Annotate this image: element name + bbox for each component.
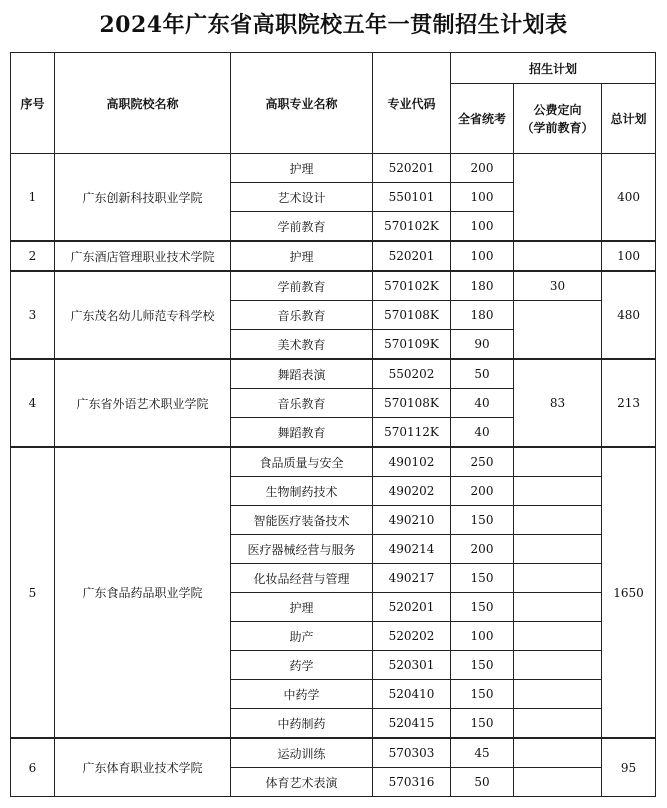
header-major: 高职专业名称 — [231, 53, 373, 154]
public-plan-cell: 30 — [514, 271, 602, 301]
seq-cell: 3 — [11, 271, 55, 359]
province-plan-cell: 150 — [451, 651, 514, 680]
major-name-cell: 护理 — [231, 241, 373, 271]
school-name-cell: 广东食品药品职业学院 — [55, 447, 231, 738]
major-name-cell: 舞蹈教育 — [231, 418, 373, 448]
province-plan-cell: 180 — [451, 301, 514, 330]
province-plan-cell: 100 — [451, 622, 514, 651]
province-plan-cell: 50 — [451, 359, 514, 389]
major-name-cell: 化妆品经营与管理 — [231, 564, 373, 593]
public-plan-cell — [514, 506, 602, 535]
header-seq: 序号 — [11, 53, 55, 154]
school-name-cell: 广东茂名幼儿师范专科学校 — [55, 271, 231, 359]
header-plan-group: 招生计划 — [451, 53, 656, 84]
province-plan-cell: 180 — [451, 271, 514, 301]
province-plan-cell: 250 — [451, 447, 514, 477]
major-name-cell: 运动训练 — [231, 738, 373, 768]
major-code-cell: 570303 — [373, 738, 451, 768]
major-name-cell: 中药制药 — [231, 709, 373, 739]
public-plan-cell — [514, 477, 602, 506]
major-code-cell: 570316 — [373, 768, 451, 797]
public-plan-cell — [514, 154, 602, 242]
major-code-cell: 520201 — [373, 154, 451, 183]
major-name-cell: 音乐教育 — [231, 301, 373, 330]
header-code: 专业代码 — [373, 53, 451, 154]
public-plan-cell — [514, 564, 602, 593]
public-plan-cell — [514, 738, 602, 768]
school-name-cell: 广东创新科技职业学院 — [55, 154, 231, 242]
major-code-cell: 520301 — [373, 651, 451, 680]
major-code-cell: 570108K — [373, 301, 451, 330]
seq-cell: 2 — [11, 241, 55, 271]
province-plan-cell: 50 — [451, 768, 514, 797]
province-plan-cell: 150 — [451, 506, 514, 535]
major-code-cell: 520410 — [373, 680, 451, 709]
province-plan-cell: 100 — [451, 183, 514, 212]
public-plan-cell: 83 — [514, 359, 602, 447]
page-title: 2024年广东省高职院校五年一贯制招生计划表 — [99, 12, 568, 38]
public-plan-cell — [514, 447, 602, 477]
major-name-cell: 中药学 — [231, 680, 373, 709]
major-code-cell: 490217 — [373, 564, 451, 593]
public-plan-cell — [514, 680, 602, 709]
seq-cell: 1 — [11, 154, 55, 242]
province-plan-cell: 200 — [451, 154, 514, 183]
major-name-cell: 音乐教育 — [231, 389, 373, 418]
public-plan-cell — [514, 593, 602, 622]
major-name-cell: 医疗器械经营与服务 — [231, 535, 373, 564]
province-plan-cell: 40 — [451, 418, 514, 448]
major-name-cell: 助产 — [231, 622, 373, 651]
public-plan-cell — [514, 651, 602, 680]
major-name-cell: 艺术设计 — [231, 183, 373, 212]
header-public-line2: （学前教育） — [521, 120, 594, 135]
public-plan-cell — [514, 622, 602, 651]
school-name-cell: 广东酒店管理职业技术学院 — [55, 241, 231, 271]
major-name-cell: 药学 — [231, 651, 373, 680]
header-total: 总计划 — [602, 84, 656, 154]
major-code-cell: 570112K — [373, 418, 451, 448]
public-plan-cell — [514, 535, 602, 564]
table-row — [11, 359, 656, 389]
total-plan-cell: 1650 — [602, 447, 656, 738]
major-code-cell: 550202 — [373, 359, 451, 389]
public-plan-cell — [514, 709, 602, 739]
province-plan-cell: 150 — [451, 564, 514, 593]
province-plan-cell: 150 — [451, 709, 514, 739]
table-body — [11, 154, 656, 797]
major-code-cell: 570102K — [373, 271, 451, 301]
public-plan-cell — [514, 768, 602, 797]
major-code-cell: 520201 — [373, 241, 451, 271]
school-name-cell: 广东省外语艺术职业学院 — [55, 359, 231, 447]
major-code-cell: 490202 — [373, 477, 451, 506]
province-plan-cell: 150 — [451, 680, 514, 709]
major-name-cell: 生物制药技术 — [231, 477, 373, 506]
header-province: 全省统考 — [451, 84, 514, 154]
total-plan-cell: 480 — [602, 271, 656, 359]
province-plan-cell: 200 — [451, 477, 514, 506]
major-name-cell: 智能医疗装备技术 — [231, 506, 373, 535]
major-code-cell: 550101 — [373, 183, 451, 212]
major-name-cell: 学前教育 — [231, 271, 373, 301]
major-name-cell: 食品质量与安全 — [231, 447, 373, 477]
major-code-cell: 490102 — [373, 447, 451, 477]
province-plan-cell: 100 — [451, 212, 514, 242]
header-school: 高职院校名称 — [55, 53, 231, 154]
header-public — [514, 84, 602, 154]
province-plan-cell: 100 — [451, 241, 514, 271]
total-plan-cell: 400 — [602, 154, 656, 242]
province-plan-cell: 45 — [451, 738, 514, 768]
major-name-cell: 体育艺术表演 — [231, 768, 373, 797]
major-code-cell: 520201 — [373, 593, 451, 622]
seq-cell: 5 — [11, 447, 55, 738]
province-plan-cell: 150 — [451, 593, 514, 622]
major-code-cell: 570108K — [373, 389, 451, 418]
total-plan-cell: 213 — [602, 359, 656, 447]
major-name-cell: 护理 — [231, 593, 373, 622]
public-plan-cell — [514, 301, 602, 360]
province-plan-cell: 40 — [451, 389, 514, 418]
province-plan-cell: 200 — [451, 535, 514, 564]
major-name-cell: 舞蹈表演 — [231, 359, 373, 389]
school-name-cell: 广东体育职业技术学院 — [55, 738, 231, 797]
table-row — [11, 154, 656, 183]
table-row — [11, 241, 656, 271]
major-code-cell: 520415 — [373, 709, 451, 739]
seq-cell: 6 — [11, 738, 55, 797]
total-plan-cell: 100 — [602, 241, 656, 271]
major-code-cell: 490210 — [373, 506, 451, 535]
total-plan-cell: 95 — [602, 738, 656, 797]
major-code-cell: 490214 — [373, 535, 451, 564]
province-plan-cell: 90 — [451, 330, 514, 360]
major-name-cell: 学前教育 — [231, 212, 373, 242]
table-row — [11, 738, 656, 768]
table-row — [11, 271, 656, 301]
major-name-cell: 美术教育 — [231, 330, 373, 360]
major-code-cell: 570102K — [373, 212, 451, 242]
table-row — [11, 447, 656, 477]
major-name-cell: 护理 — [231, 154, 373, 183]
major-code-cell: 520202 — [373, 622, 451, 651]
seq-cell: 4 — [11, 359, 55, 447]
major-code-cell: 570109K — [373, 330, 451, 360]
public-plan-cell — [514, 241, 602, 271]
header-public-line1: 公费定向 — [533, 102, 582, 117]
enrollment-plan-table — [10, 52, 656, 797]
